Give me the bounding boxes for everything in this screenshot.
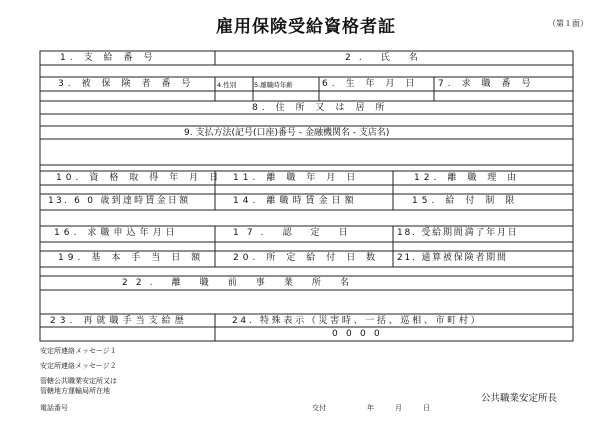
office-director-label: 公共職業安定所長 xyxy=(481,393,558,404)
field-label-reemployment-history: 23. 再就職手当支給歴 xyxy=(50,316,188,326)
field-label-prescribed-days: 20. 所 定 給 付 日 数 xyxy=(233,253,380,263)
field-label-age-at-separation: 5.離職時年齢 xyxy=(254,81,293,89)
field-label-separation-date: 11. 離 職 年 月 日 xyxy=(233,173,360,183)
field-label-sex: 4.性別 xyxy=(217,81,237,89)
field-label-benefit-period-end: 18. 受給期間満了年月日 xyxy=(397,228,519,238)
field-label-certification-day: 17. 認 定 日 xyxy=(233,228,356,238)
field-label-support-number: 1. 支 給 番 号 xyxy=(60,53,157,63)
page-number: （第１面） xyxy=(548,19,588,28)
field-label-insured-number: 3. 被 保 険 者 番 号 xyxy=(58,79,195,89)
office-location-line2: 管轄地方運輸局所在地 xyxy=(40,387,110,395)
document-title: 雇用保険受給資格者証 xyxy=(216,17,396,37)
field-label-previous-employer: 22. 離 職 前 事 業 所 名 xyxy=(122,278,358,288)
field-label-qualification-date: 10. 資 格 取 得 年 月 日 xyxy=(56,173,223,183)
office-location-line1: 管轄公共職業安定所又は xyxy=(40,377,117,385)
field-label-separation-reason: 12. 離 職 理 由 xyxy=(414,173,521,183)
phone-number-label: 電話番号 xyxy=(40,404,68,412)
issued-label: 交付 xyxy=(312,404,326,412)
field-label-special-indication: 24. 特殊表示（災害時、一括、巡相、市町村） xyxy=(232,316,483,326)
field-label-address: 8. 住 所 又 は 居 所 xyxy=(252,103,389,113)
field-label-birth-date: 6. 生 年 月 日 xyxy=(322,79,419,89)
field-label-total-insured-period: 21. 通算被保険者期間 xyxy=(397,253,508,263)
office-message-1: 安定所連絡メッセージ１ xyxy=(40,347,117,355)
issued-year-label: 年 xyxy=(367,404,374,412)
field-label-payment-method: 9. 支払方法(記号(口座)番号 - 金融機関名 - 支店名) xyxy=(184,128,390,138)
field-label-name: 2. 氏 名 xyxy=(345,53,426,63)
field-label-wage-at-60: 13. 6 0 歳到達時賃金日額 xyxy=(48,196,191,206)
field-label-basic-daily-allowance: 19. 基 本 手 当 日 額 xyxy=(58,253,205,263)
field-label-benefit-restriction: 15. 給 付 制 限 xyxy=(412,196,519,206)
field-label-application-date: 16. 求職申込年月日 xyxy=(54,228,179,238)
issued-month-label: 月 xyxy=(395,404,402,412)
field-label-job-seeker-number: 7. 求 職 番 号 xyxy=(438,79,535,89)
special-indication-value: 0 0 0 0 xyxy=(332,329,383,339)
issued-day-label: 日 xyxy=(423,404,430,412)
office-message-2: 安定所連絡メッセージ２ xyxy=(40,362,117,370)
field-label-wage-at-separation: 14. 離職時賃金日額 xyxy=(233,196,358,206)
